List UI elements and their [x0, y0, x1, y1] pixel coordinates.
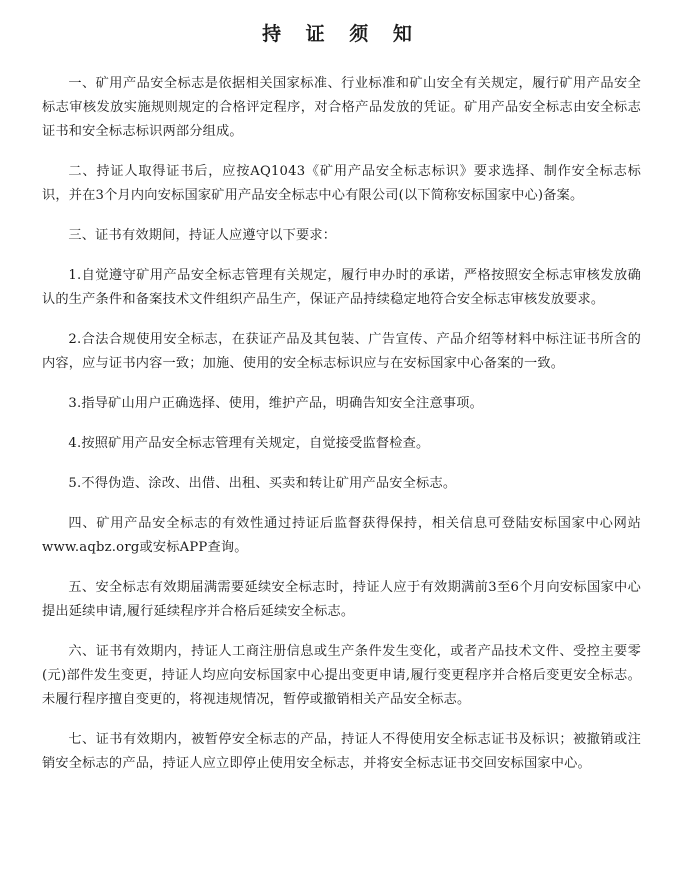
paragraph-3-item-3: 3.指导矿山用户正确选择、使用，维护产品，明确告知安全注意事项。 [68, 396, 483, 411]
paragraph-3-item-2: 2.合法合规使用安全标志，在获证产品及其包装、广告宣传、产品介绍等材料中标注证书所含的内容，应与证书内容一致；加施、使用的安全标志标识应与在安标国家中心备案的一致。 [42, 332, 641, 371]
paragraph-4: 四、矿用产品安全标志的有效性通过持证后监督获得保持，相关信息可登陆安标国家中心网站www.aqbz.org或安标APP查询。 [42, 516, 641, 555]
paragraph-3-item-5: 5.不得伪造、涂改、出借、出租、买卖和转让矿用产品安全标志。 [68, 476, 457, 491]
paragraph-1: 一、矿用产品安全标志是依据相关国家标准、行业标准和矿山安全有关规定，履行矿用产品安全标志审核发放实施规则规定的合格评定程序，对合格产品发放的凭证。矿用产品安全标志由安全标志证书和安全标志标识两部分组成。 [42, 76, 641, 139]
paragraph-3-item-4: 4.按照矿用产品安全标志管理有关规定，自觉接受监督检查。 [68, 436, 430, 451]
document-title: 持 证 须 知 [262, 23, 421, 45]
paragraph-3: 三、证书有效期间，持证人应遵守以下要求： [68, 228, 337, 243]
paragraph-2: 二、持证人取得证书后，应按AQ1043《矿用产品安全标志标识》要求选择、制作安全标志标识，并在3个月内向安标国家矿用产品安全标志中心有限公司(以下简称安标国家中心)备案。 [42, 164, 641, 203]
paragraph-3-item-1: 1.自觉遵守矿用产品安全标志管理有关规定，履行申办时的承诺，严格按照安全标志审核发放确认的生产条件和备案技术文件组织产品生产，保证产品持续稳定地符合安全标志审核发放要求。 [42, 268, 641, 307]
paragraph-6: 六、证书有效期内，持证人工商注册信息或生产条件发生变化，或者产品技术文件、受控主要零(元)部件发生变更，持证人均应向安标国家中心提出变更申请,履行变更程序并合格后变更安全标志。未履行程序擅自变更的，将视违规情况，暂停或撤销相关产品安全标志。 [42, 644, 641, 707]
paragraph-7: 七、证书有效期内，被暂停安全标志的产品，持证人不得使用安全标志证书及标识；被撤销或注销安全标志的产品，持证人应立即停止使用安全标志，并将安全标志证书交回安标国家中心。 [42, 732, 641, 771]
paragraph-5: 五、安全标志有效期届满需要延续安全标志时，持证人应于有效期满前3至6个月向安标国家中心提出延续申请,履行延续程序并合格后延续安全标志。 [42, 580, 641, 619]
